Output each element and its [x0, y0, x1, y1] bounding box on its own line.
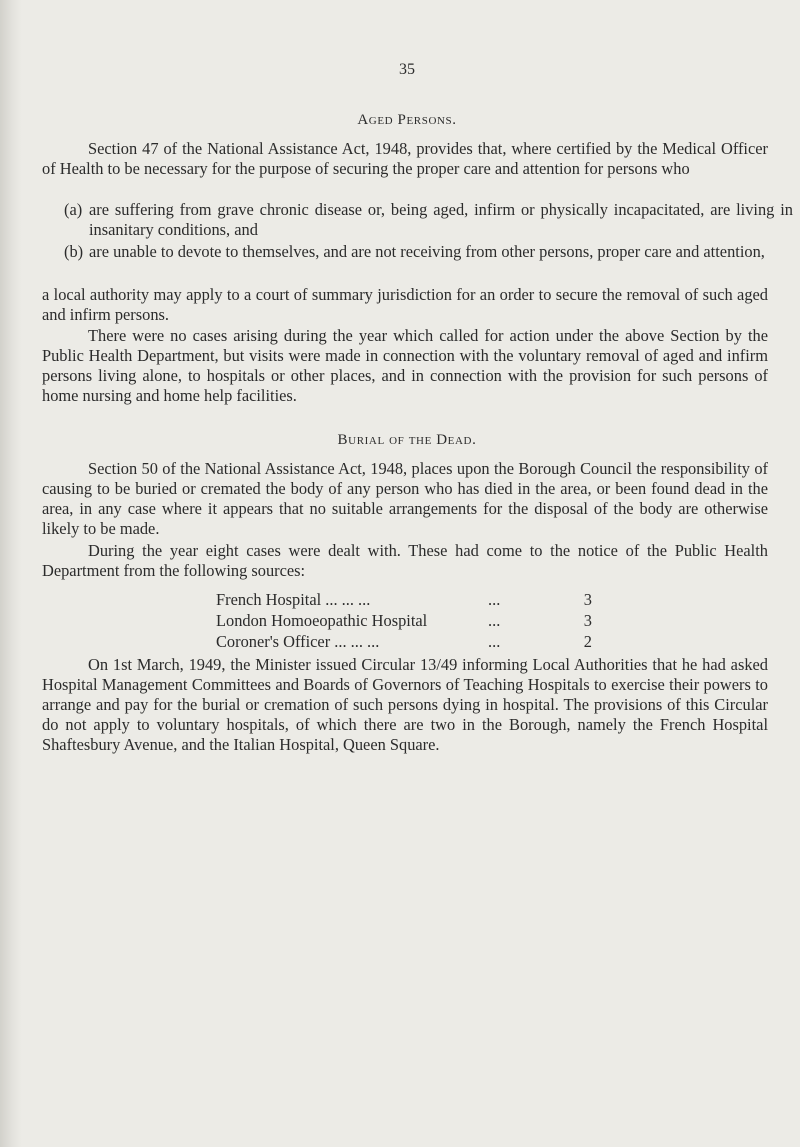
source-row	[216, 611, 596, 632]
source-row	[216, 632, 596, 653]
source-count: 3	[583, 611, 592, 630]
source-dots: ...	[488, 611, 501, 630]
aged-persons-paragraph-2: There were no cases arising during the year which called for action under the above Section by the Public Health Department, but visits were made in connection with the voluntary removal of aged and infirm persons living alone, to hospitals or other places, and in connection with the provision for such persons of home nursing and home help facilities.	[42, 326, 768, 405]
list-text-a: are suffering from grave chronic disease or, being aged, infirm or physically incapacitated, are living in insanitary conditions, and	[89, 200, 793, 239]
list-marker-a: (a)	[64, 200, 83, 219]
burial-paragraph-1: Section 50 of the National Assistance Act, 1948, places upon the Borough Council the responsibility of causing to be buried or cremated the body of any person who has died in the area, or been found dead in the area, in any case where it appears that no suitable arrangements for the disposal of the body are otherwise likely to be made.	[42, 459, 768, 538]
burial-heading: Burial of the Dead.	[337, 432, 477, 448]
source-dots: ...	[488, 632, 501, 651]
source-dots: ...	[488, 590, 501, 609]
burial-paragraph-2: During the year eight cases were dealt with. These had come to the notice of the Public Health Department from the following sources:	[42, 541, 768, 580]
aged-persons-heading: Aged Persons.	[357, 112, 457, 128]
source-label: London Homoeopathic Hospital	[216, 611, 428, 630]
aged-persons-intro: Section 47 of the National Assistance Act, 1948, provides that, where certified by the Medical Officer of Health to be necessary for the purpose of securing the proper care and attention for persons who	[42, 139, 768, 178]
aged-persons-conclusion: a local authority may apply to a court of summary jurisdiction for an order to secure the removal of such aged and infirm persons.	[42, 285, 768, 324]
page-number: 35	[399, 61, 415, 78]
source-count: 3	[583, 590, 592, 609]
list-item-a	[64, 200, 793, 240]
source-count: 2	[583, 632, 592, 651]
source-row	[216, 590, 596, 611]
source-label: Coroner's Officer ... ... ...	[216, 632, 380, 651]
burial-paragraph-3: On 1st March, 1949, the Minister issued Circular 13/49 informing Local Authorities that he had asked Hospital Management Committees and Boards of Governors of Teaching Hospitals to exercise their powers to arrange and pay for the burial or cremation of such persons dying in hospital. The provisions of this Circular do not apply to voluntary hospitals, of which there are two in the Borough, namely the French Hospital Shaftesbury Avenue, and the Italian Hospital, Queen Square.	[42, 655, 768, 754]
list-marker-b: (b)	[64, 242, 84, 261]
sources-table	[216, 590, 596, 653]
binding-edge	[0, 0, 22, 1147]
list-text-b: are unable to devote to themselves, and are not receiving from other persons, proper care and attention,	[89, 242, 765, 261]
list-item-b	[64, 242, 793, 262]
source-label: French Hospital ... ... ...	[216, 590, 371, 609]
